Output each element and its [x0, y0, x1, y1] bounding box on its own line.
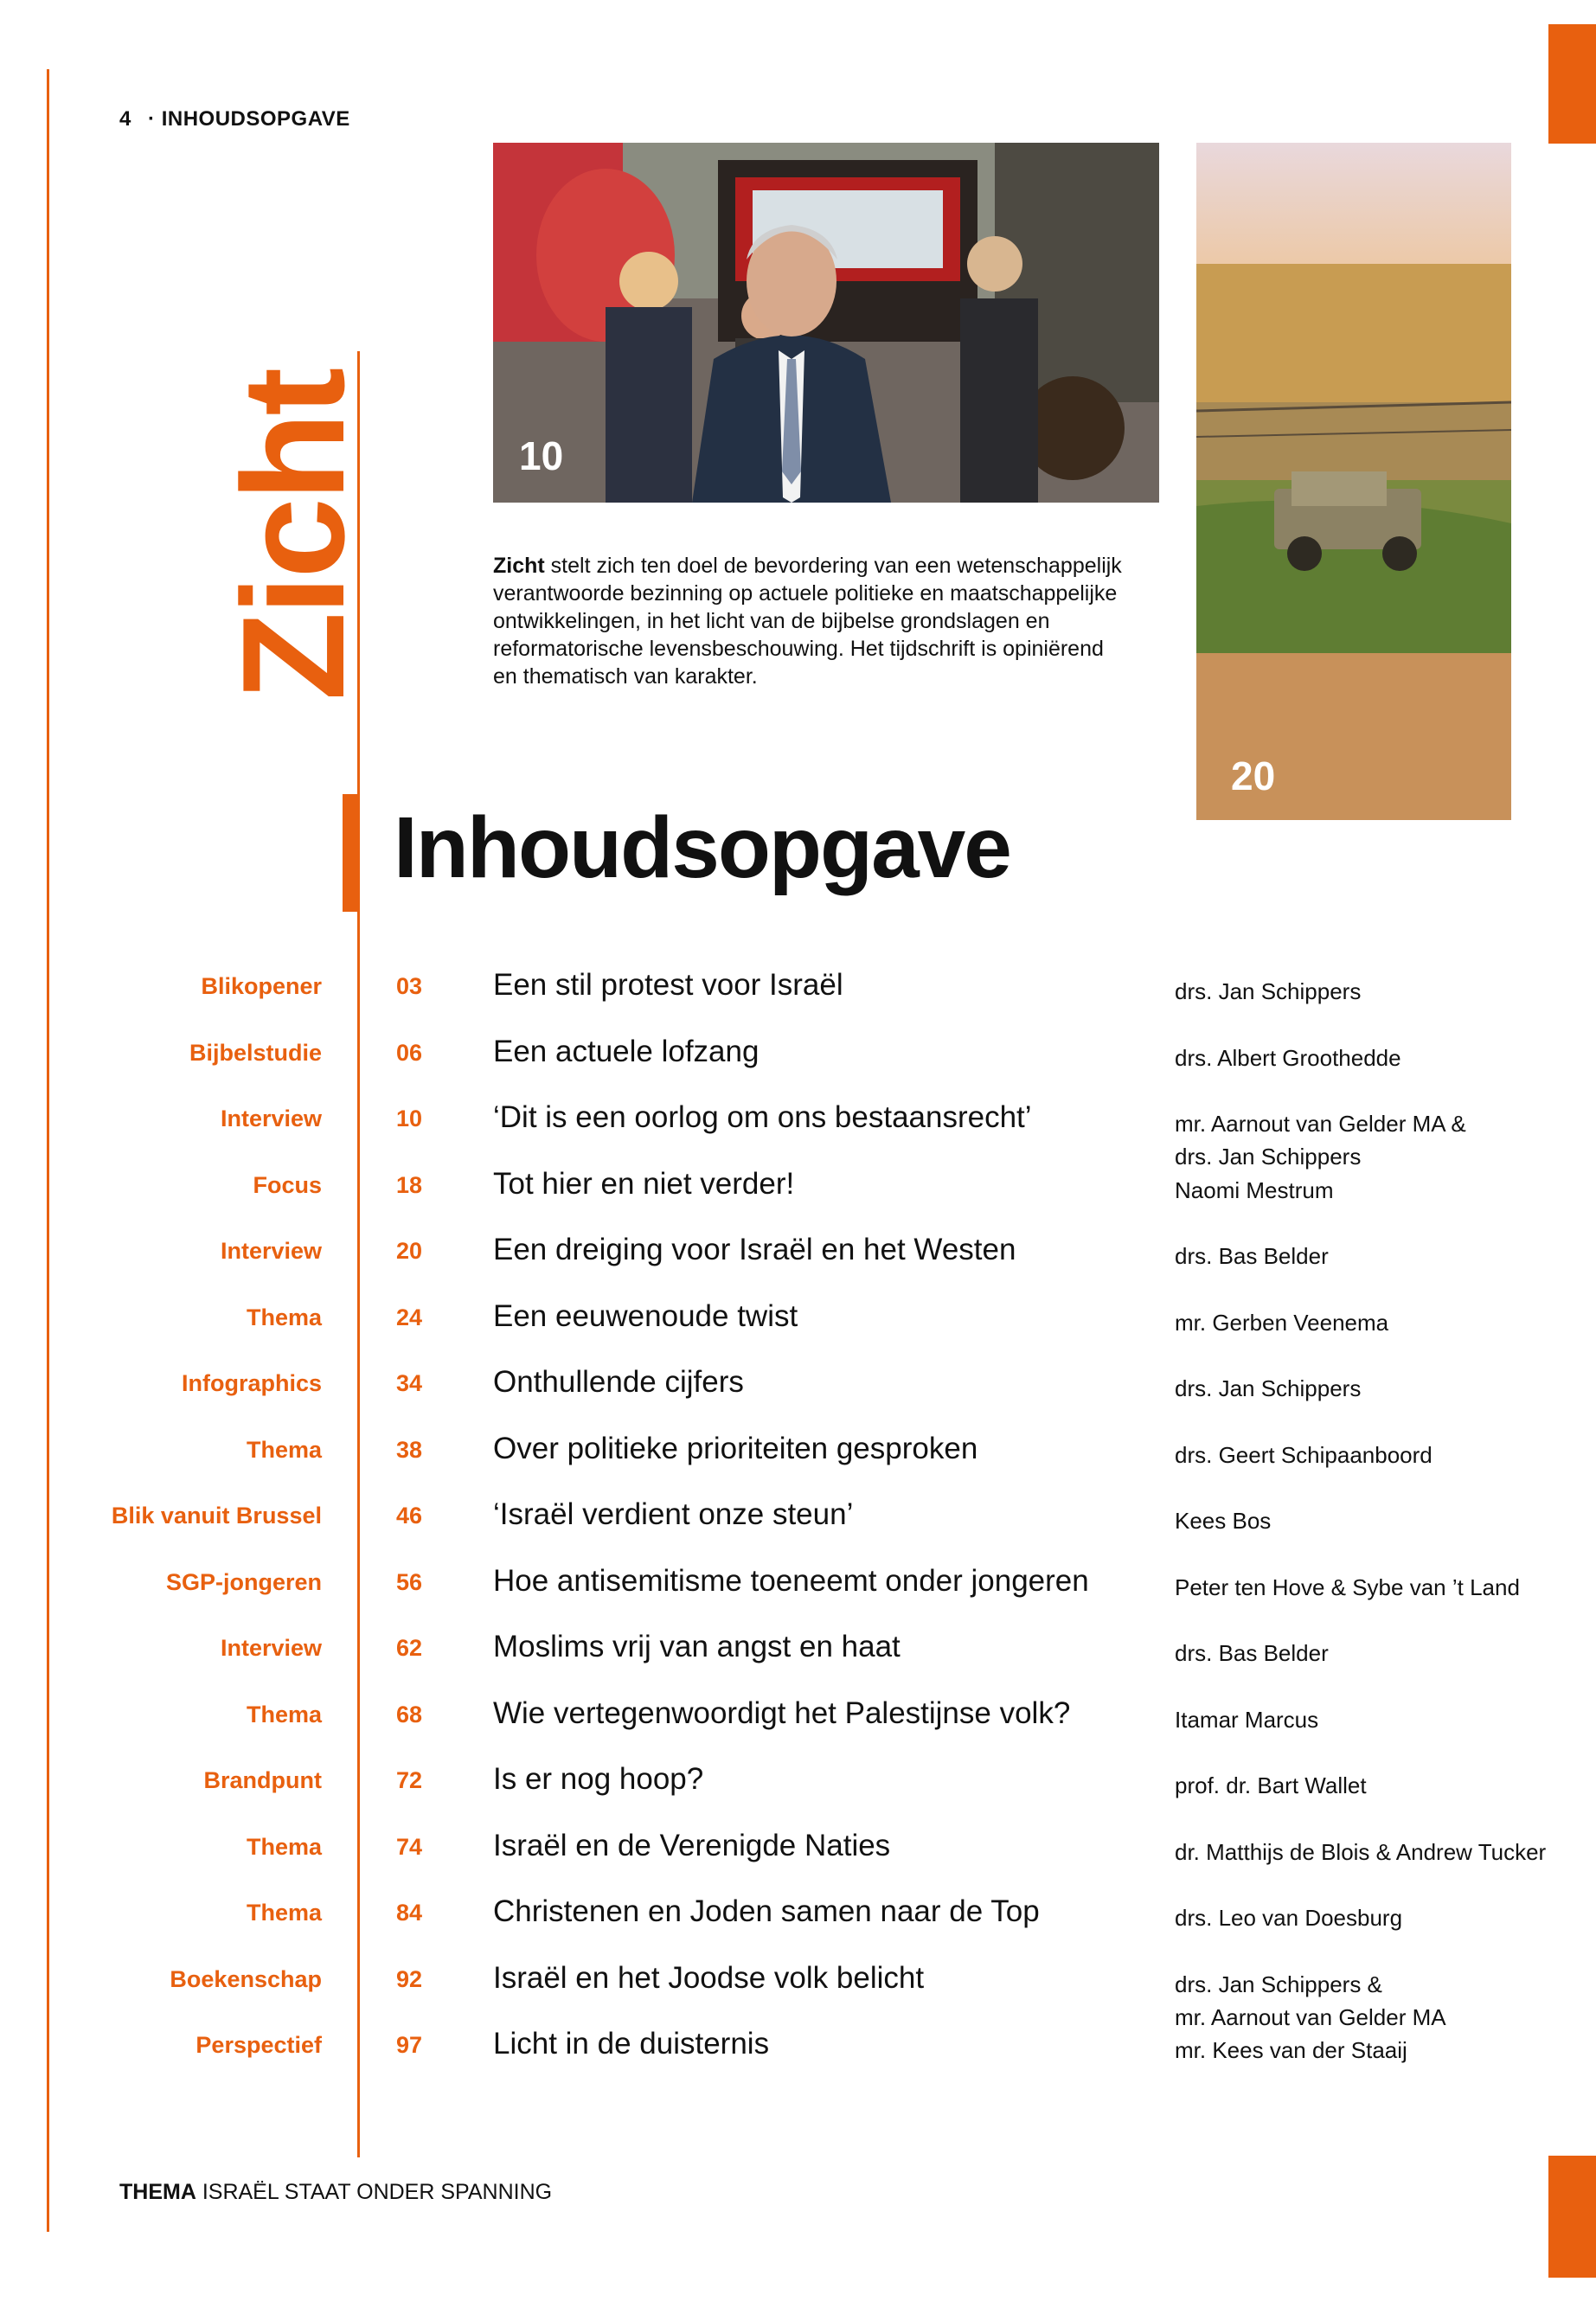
toc-row[interactable]	[0, 1762, 1596, 1819]
toc-article-title[interactable]: ‘Dit is een oorlog om ons bestaansrecht’	[493, 1100, 1032, 1134]
toc-row[interactable]	[0, 1828, 1596, 1886]
toc-authors	[1175, 2034, 1407, 2067]
toc-row[interactable]	[0, 1233, 1596, 1290]
toc-author-line: mr. Kees van der Staaij	[1175, 2037, 1407, 2063]
toc-category: Thema	[246, 1436, 322, 1463]
page-title: Inhoudsopgave	[394, 799, 1010, 896]
toc-article-title[interactable]: Licht in de duisternis	[493, 2027, 770, 2061]
toc-authors	[1175, 1637, 1329, 1670]
toc-page-number: 10	[395, 1106, 423, 1131]
toc-page-number: 97	[395, 2032, 423, 2058]
toc-article-title[interactable]: Een stil protest voor Israël	[493, 968, 843, 1002]
toc-article-title[interactable]: Over politieke prioriteiten gesproken	[493, 1431, 978, 1465]
toc-authors	[1175, 1240, 1329, 1272]
toc-row[interactable]	[0, 1563, 1596, 1621]
toc-author-line: drs. Leo van Doesburg	[1175, 1905, 1403, 1931]
intro-paragraph	[493, 552, 1133, 690]
toc-authors	[1175, 1769, 1367, 1802]
toc-authors	[1175, 1901, 1402, 1934]
toc-author-line: drs. Albert Groothedde	[1175, 1044, 1401, 1071]
toc-author-line: dr. Matthijs de Blois & Andrew Tucker	[1175, 1838, 1547, 1865]
toc-authors	[1175, 1306, 1388, 1339]
toc-category: Thema	[246, 1900, 322, 1926]
toc-authors	[1175, 1042, 1401, 1074]
toc-category: Bijbelstudie	[189, 1039, 322, 1066]
footer	[119, 2180, 552, 2205]
toc-author-line: drs. Jan Schippers	[1175, 978, 1362, 1004]
toc-author-line: drs. Jan Schippers &	[1175, 1971, 1382, 1997]
toc-category: Infographics	[181, 1370, 322, 1396]
toc-article-title[interactable]: Tot hier en niet verder!	[493, 1166, 795, 1201]
toc-author-line: drs. Bas Belder	[1175, 1640, 1329, 1666]
toc-category: Focus	[253, 1171, 322, 1198]
photo-page-number: 20	[1231, 753, 1276, 798]
toc-row[interactable]	[0, 1960, 1596, 2030]
toc-article-title[interactable]: ‘Israël verdient onze steun’	[493, 1497, 854, 1531]
toc-page-number: 62	[395, 1635, 423, 1661]
toc-authors	[1175, 1504, 1271, 1537]
toc-row[interactable]	[0, 1365, 1596, 1422]
toc-author-line: drs. Bas Belder	[1175, 1243, 1329, 1269]
toc-page-number: 18	[395, 1171, 423, 1198]
edge-tab-top	[1548, 24, 1596, 144]
toc-article-title[interactable]: Israël en de Verenigde Naties	[493, 1828, 891, 1862]
toc-page-number: 74	[395, 1833, 423, 1860]
toc-page-number: 68	[395, 1701, 423, 1727]
toc-authors	[1175, 1571, 1520, 1604]
toc-article-title[interactable]: Hoe antisemitisme toeneemt onder jongeren	[493, 1563, 1089, 1598]
toc-author-line: mr. Gerben Veenema	[1175, 1309, 1389, 1336]
toc-page-number: 20	[395, 1238, 423, 1264]
edge-tab-bottom	[1548, 2156, 1596, 2278]
toc-article-title[interactable]: Een actuele lofzang	[493, 1034, 760, 1068]
toc-category: Interview	[220, 1635, 322, 1661]
footer-text: ISRAËL STAAT ONDER SPANNING	[195, 2180, 553, 2204]
toc-article-title[interactable]: Een eeuwenoude twist	[493, 1298, 798, 1333]
toc-category: Interview	[220, 1238, 322, 1264]
toc-category: Interview	[220, 1106, 322, 1131]
toc-author-line: Naomi Mestrum	[1175, 1176, 1334, 1203]
photo-interview-portrait	[493, 143, 1159, 503]
toc-category: SGP-jongeren	[165, 1568, 322, 1595]
toc-author-line: Kees Bos	[1175, 1508, 1272, 1534]
toc-row[interactable]	[0, 1166, 1596, 1224]
toc-row[interactable]	[0, 1630, 1596, 1687]
title-accent-bar	[343, 794, 360, 912]
toc-category: Thema	[246, 1833, 322, 1860]
toc-authors	[1175, 1836, 1546, 1868]
zicht-logo: Zicht	[212, 370, 375, 701]
toc-row[interactable]	[0, 2027, 1596, 2084]
toc-category: Blik vanuit Brussel	[111, 1503, 322, 1529]
toc-row[interactable]	[0, 1298, 1596, 1356]
toc-row[interactable]	[0, 968, 1596, 1025]
toc-article-title[interactable]: Een dreiging voor Israël en het Westen	[493, 1233, 1016, 1266]
photo-page-number: 10	[519, 433, 564, 478]
toc-page-number: 56	[395, 1568, 423, 1595]
toc-category: Brandpunt	[203, 1767, 322, 1793]
toc-authors	[1175, 1107, 1466, 1173]
toc-page-number: 46	[395, 1503, 423, 1529]
toc-article-title[interactable]: Moslims vrij van angst en haat	[493, 1630, 901, 1663]
toc-author-line: drs. Jan Schippers	[1175, 1144, 1362, 1170]
footer-bold: THEMA	[119, 2180, 196, 2204]
toc-article-title[interactable]: Onthullende cijfers	[493, 1365, 744, 1399]
running-header	[119, 107, 350, 131]
page-number: 4	[119, 107, 131, 131]
toc-authors	[1175, 1703, 1318, 1736]
toc-article-title[interactable]: Israël en het Joodse volk belicht	[493, 1960, 925, 1995]
toc-page-number: 92	[395, 1965, 423, 1992]
toc-category: Perspectief	[195, 2032, 322, 2058]
toc-authors	[1175, 1174, 1333, 1207]
toc-category: Blikopener	[201, 973, 322, 999]
toc-author-line: Peter ten Hove & Sybe van ’t Land	[1175, 1574, 1520, 1600]
photo-desert-vehicle	[1196, 143, 1511, 820]
toc-page-number: 38	[395, 1436, 423, 1463]
intro-bold: Zicht	[493, 554, 545, 578]
toc-page-number: 06	[395, 1039, 423, 1066]
toc-author-line: Itamar Marcus	[1175, 1706, 1319, 1733]
toc-article-title[interactable]: Is er nog hoop?	[493, 1762, 704, 1796]
toc-author-line: mr. Aarnout van Gelder MA	[1175, 2003, 1446, 2030]
intro-text: stelt zich ten doel de bevordering van een wetenschappelijk verantwoorde bezinning op actuele politieke en maatschappelijke ontwikkelingen, in het licht van de bijbelse grondslagen en reformatorische levensbeschouwing. Het tijdschrift is opiniërend en thematisch van karakter.	[493, 554, 1122, 689]
toc-row[interactable]	[0, 1497, 1596, 1554]
toc-page-number: 72	[395, 1767, 423, 1793]
toc-author-line: prof. dr. Bart Wallet	[1175, 1772, 1367, 1798]
toc-category: Thema	[246, 1304, 322, 1330]
toc-page-number: 34	[395, 1370, 423, 1396]
toc-row[interactable]	[0, 1034, 1596, 1092]
toc-authors	[1175, 1968, 1446, 2034]
toc-row[interactable]	[0, 1100, 1596, 1170]
toc-author-line: mr. Aarnout van Gelder MA &	[1175, 1111, 1466, 1137]
toc-authors	[1175, 1439, 1433, 1471]
toc-authors	[1175, 975, 1361, 1008]
toc-category: Thema	[246, 1701, 322, 1727]
toc-category: Boekenschap	[170, 1965, 322, 1992]
toc-page-number: 03	[395, 973, 423, 999]
toc-article-title[interactable]: Christenen en Joden samen naar de Top	[493, 1894, 1040, 1928]
toc-author-line: drs. Geert Schipaanboord	[1175, 1441, 1433, 1468]
toc-row[interactable]	[0, 1894, 1596, 1952]
toc-page-number: 84	[395, 1900, 423, 1926]
section-label: · INHOUDSOPGAVE	[148, 107, 350, 131]
toc-authors	[1175, 1372, 1361, 1405]
toc-row[interactable]	[0, 1695, 1596, 1753]
toc-article-title[interactable]: Wie vertegenwoordigt het Palestijnse volk?	[493, 1695, 1071, 1730]
toc-row[interactable]	[0, 1431, 1596, 1489]
toc-author-line: drs. Jan Schippers	[1175, 1375, 1362, 1401]
toc-page-number: 24	[395, 1304, 423, 1330]
